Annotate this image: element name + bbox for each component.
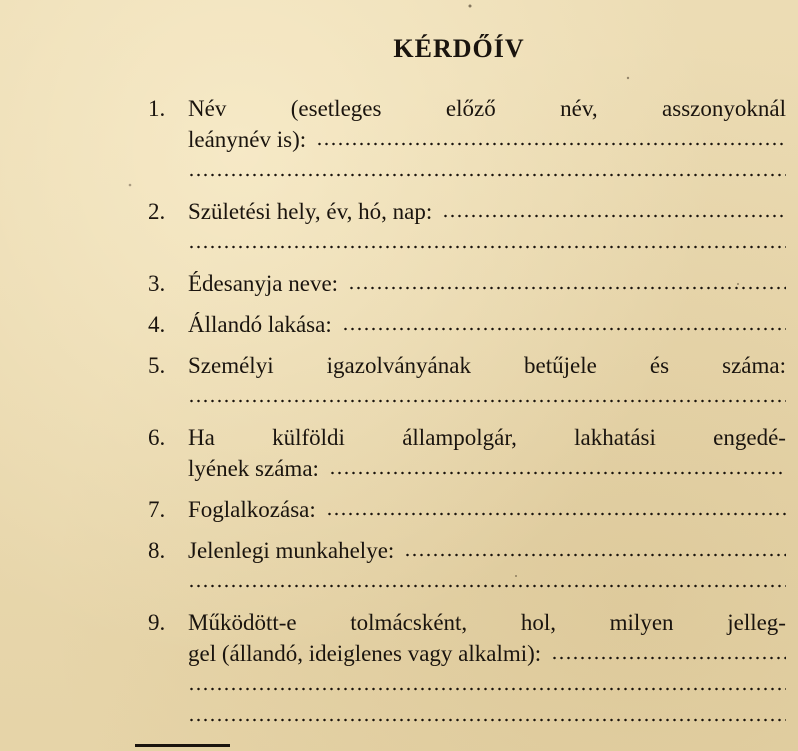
question-label-line	[188, 124, 786, 155]
question-word: száma:	[722, 353, 786, 378]
question-body	[188, 607, 786, 731]
question-body	[188, 93, 786, 186]
question-label: Jelenlegi munkahelye:	[188, 538, 395, 563]
question-text-line	[188, 93, 786, 124]
question-number: 2.	[148, 199, 166, 224]
question-item	[148, 494, 786, 525]
form-title: KÉRDŐÍV	[393, 34, 525, 63]
question-word: asszonyoknál	[662, 96, 786, 121]
question-body	[188, 350, 786, 412]
dotted-leader	[188, 173, 786, 177]
question-body	[188, 535, 786, 597]
question-label: lyének száma:	[188, 456, 319, 481]
question-body	[188, 494, 786, 525]
dotted-leader	[188, 245, 786, 249]
question-label: Édesanyja neve:	[188, 271, 339, 296]
question-text-line	[188, 350, 786, 381]
question-body	[188, 196, 786, 258]
dotted-leader	[188, 399, 786, 403]
question-item	[148, 422, 786, 484]
question-number: 7.	[148, 497, 166, 522]
question-label-line	[188, 268, 786, 299]
question-word: és	[649, 353, 670, 378]
answer-dotted-leader[interactable]	[329, 471, 786, 475]
answer-dotted-leader[interactable]	[342, 327, 786, 331]
question-label-line	[188, 638, 786, 669]
dotted-leader	[188, 584, 786, 588]
question-item	[148, 535, 786, 597]
question-word: előző	[445, 96, 496, 121]
answer-line[interactable]	[188, 669, 786, 700]
question-label-line	[188, 453, 786, 484]
question-item	[148, 196, 786, 258]
question-word: betűjele	[524, 353, 597, 378]
question-word: Ha	[188, 425, 215, 450]
question-number: 9.	[148, 610, 166, 635]
question-label-line	[188, 535, 786, 566]
question-number: 4.	[148, 312, 166, 337]
question-item	[148, 268, 786, 299]
dotted-leader	[188, 718, 786, 722]
question-text-line	[188, 422, 786, 453]
question-body	[188, 309, 786, 340]
question-word: engedé-	[713, 425, 786, 450]
answer-dotted-leader[interactable]	[316, 142, 786, 146]
question-body	[188, 422, 786, 484]
question-word: lakhatási	[574, 425, 656, 450]
answer-line[interactable]	[188, 700, 786, 731]
answer-line[interactable]	[188, 381, 786, 412]
question-body	[188, 268, 786, 299]
question-word: Személyi	[188, 353, 274, 378]
question-word: igazolványának	[326, 353, 471, 378]
question-number: 1.	[148, 96, 166, 121]
question-word: állampolgár,	[402, 425, 517, 450]
question-word: (esetleges	[290, 96, 382, 121]
question-word: milyen	[609, 610, 674, 635]
answer-line[interactable]	[188, 227, 786, 258]
question-word: Működött-e	[188, 610, 297, 635]
answer-dotted-leader[interactable]	[348, 286, 786, 290]
question-item	[148, 93, 786, 186]
dotted-leader	[188, 687, 786, 691]
questionnaire	[148, 93, 786, 741]
question-label-line	[188, 309, 786, 340]
question-label-line	[188, 494, 786, 525]
answer-line[interactable]	[188, 566, 786, 597]
question-word: hol,	[520, 610, 556, 635]
question-label: leánynév is):	[188, 127, 307, 152]
question-label: Állandó lakása:	[188, 312, 332, 337]
question-word: jelleg-	[727, 610, 786, 635]
answer-dotted-leader[interactable]	[404, 553, 786, 557]
bottom-rule	[135, 744, 230, 747]
question-label: gel (állandó, ideiglenes vagy alkalmi):	[188, 641, 542, 666]
answer-dotted-leader[interactable]	[551, 656, 786, 660]
question-word: Név	[188, 96, 227, 121]
question-number: 5.	[148, 353, 166, 378]
question-word: név,	[560, 96, 598, 121]
question-item	[148, 607, 786, 731]
question-word: külföldi	[272, 425, 345, 450]
question-item	[148, 309, 786, 340]
answer-dotted-leader[interactable]	[326, 512, 786, 516]
question-number: 8.	[148, 538, 166, 563]
question-word: tolmácsként,	[350, 610, 468, 635]
question-number: 3.	[148, 271, 166, 296]
question-text-line	[188, 607, 786, 638]
question-label-line	[188, 196, 786, 227]
answer-dotted-leader[interactable]	[442, 214, 786, 218]
question-item	[148, 350, 786, 412]
question-label: Foglalkozása:	[188, 497, 316, 522]
question-label: Születési hely, év, hó, nap:	[188, 199, 433, 224]
question-number: 6.	[148, 425, 166, 450]
answer-line[interactable]	[188, 155, 786, 186]
